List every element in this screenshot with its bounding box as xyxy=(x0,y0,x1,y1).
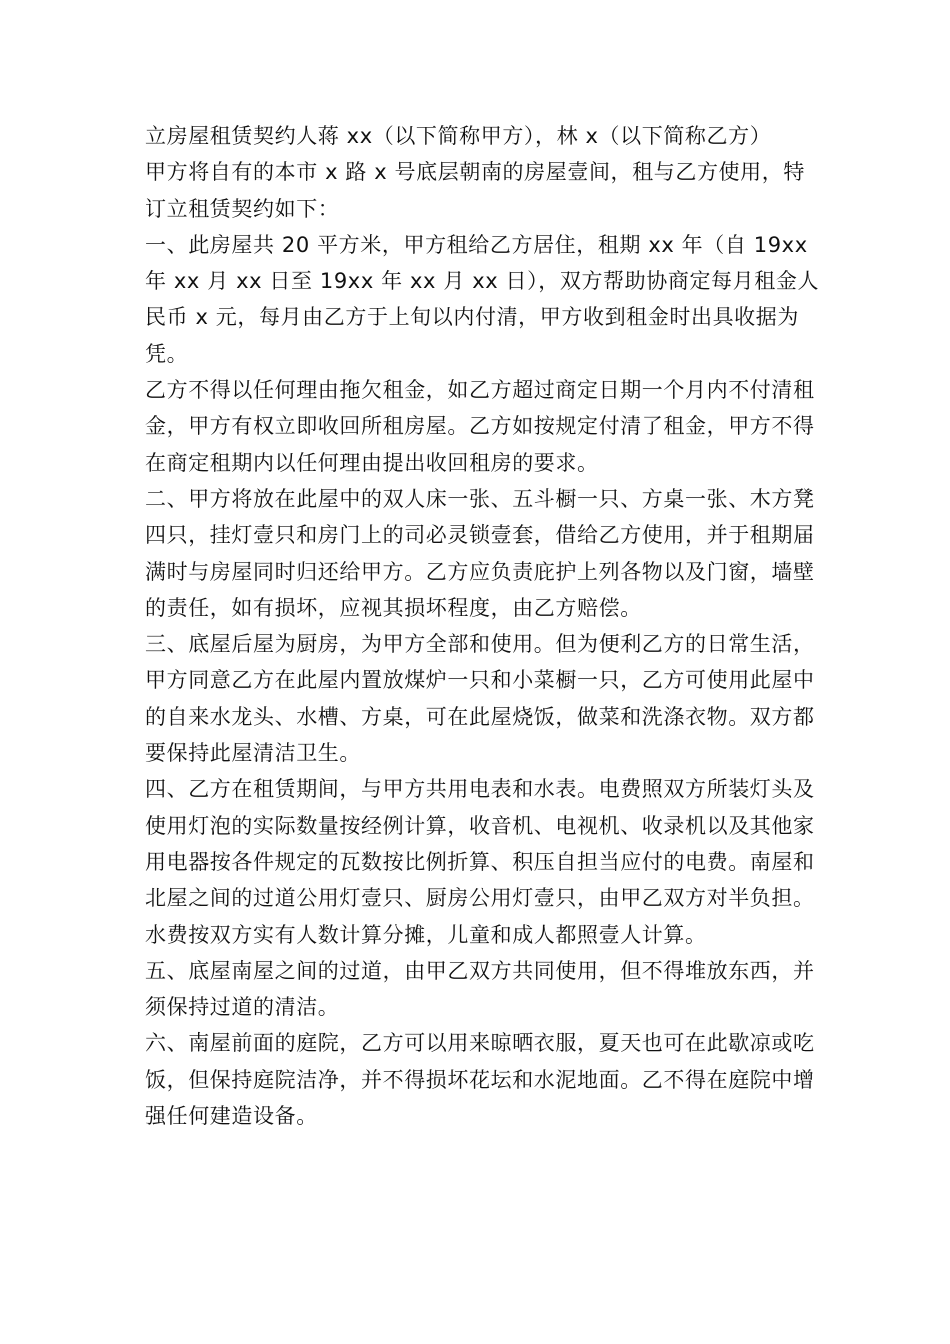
paragraph-clause-5: 五、底屋南屋之间的过道，由甲乙双方共同使用，但不得堆放东西，并须保持过道的清洁。 xyxy=(145,958,815,1020)
paragraph-clause-1-rent: 乙方不得以任何理由拖欠租金，如乙方超过商定日期一个月内不付清租金，甲方有权立即收回所租房屋。乙方如按规定付清了租金，甲方不得在商定租期内以任何理由提出收回租房的要求。 xyxy=(145,378,815,475)
paragraph-clause-3: 三、底屋后屋为厨房，为甲方全部和使用。但为便利乙方的日常生活，甲方同意乙方在此屋内置放煤炉一只和小菜橱一只，乙方可使用此屋中的自来水龙头、水槽、方桌，可在此屋烧饭，做菜和洗涤衣物。双方都要保持此屋清洁卫生。 xyxy=(145,632,815,766)
paragraph-clause-4: 四、乙方在租赁期间，与甲方共用电表和水表。电费照双方所装灯头及使用灯泡的实际数量按经例计算，收音机、电视机、收录机以及其他家用电器按各件规定的瓦数按比例折算、积压自担当应付的电费。南屋和北屋之间的过道公用灯壹只、厨房公用灯壹只，由甲乙双方对半负担。水费按双方实有人数计算分摊，儿童和成人都照壹人计算。 xyxy=(145,777,815,947)
paragraph-clause-2: 二、甲方将放在此屋中的双人床一张、五斗橱一只、方桌一张、木方凳四只，挂灯壹只和房门上的司必灵锁壹套，借给乙方使用，并于租期届满时与房屋同时归还给甲方。乙方应负责庇护上列各物以及门窗，墙壁的责任，如有损坏，应视其损坏程度，由乙方赔偿。 xyxy=(145,486,815,620)
document-body xyxy=(145,118,825,1134)
paragraph-clause-6: 六、南屋前面的庭院，乙方可以用来晾晒衣服，夏天也可在此歇凉或吃饭，但保持庭院洁净，并不得损坏花坛和水泥地面。乙不得在庭院中增强任何建造设备。 xyxy=(145,1031,815,1129)
paragraph-intro: 甲方将自有的本市 x 路 x 号底层朝南的房屋壹间，租与乙方使用，特订立租赁契约如下： xyxy=(145,160,805,221)
paragraph-parties: 立房屋租赁契约人蒋 xx（以下简称甲方），林 x（以下简称乙方） xyxy=(145,124,772,148)
paragraph-clause-1: 一、此房屋共 20 平方米，甲方租给乙方居住，租期 xx 年（自 19xx 年 xx 月 xx 日至 19xx 年 xx 月 xx 日），双方帮助协商定每月租金人民币 x 元，每月由乙方于上旬以内付清，甲方收到租金时出具收据为凭。 xyxy=(145,232,820,366)
